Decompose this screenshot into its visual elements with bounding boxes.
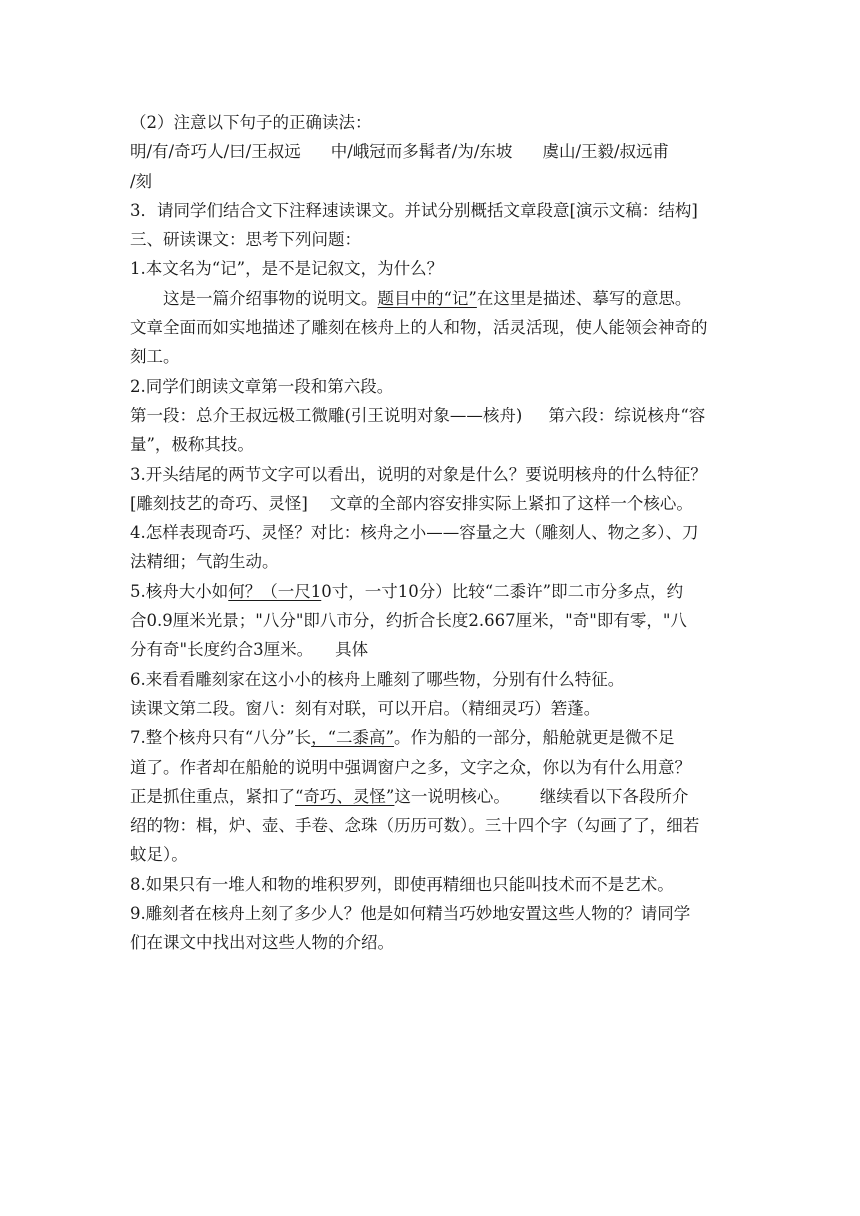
question-5-text-d: 具体	[335, 640, 369, 660]
answer-6: 读课文第二段。窗八：刻有对联，可以开启。（精细灵巧）箬蓬。	[130, 698, 601, 718]
answer-1-line1	[130, 284, 732, 313]
question-7-line2: 道了。作者却在船舱的说明中强调窗户之多，文字之众，你以为有什么用意？	[130, 757, 691, 777]
question-9-line2: 们在课文中找出对这些人物的介绍。	[130, 933, 394, 953]
answer-7-line2: 绍的物：楫，炉、壶、手卷、念珠（历历可数）。三十四个字（勾画了了，细若	[130, 816, 700, 836]
answer-2-line1	[130, 401, 732, 430]
reading-example-1: 明/有/奇巧人/曰/王叔远	[130, 142, 301, 162]
question-5-line2: 合0.9厘米光景；"八分"即八市分，约折合长度2.667厘米，"奇"即有零，"八	[130, 611, 687, 631]
question-5-text-b: 0寸，一寸10分）比较“二黍许”即二市分多点，约	[321, 581, 684, 601]
answer-1-text-b: 在这里是描述、摹写的意思。	[476, 288, 692, 308]
answer-1-line3: 刻工。	[130, 347, 180, 367]
underlined-phrase: ，“二黍高”	[311, 728, 394, 748]
question-4-line1: 4.怎样表现奇巧、灵怪？对比：核舟之小——容量之大（雕刻人、物之多）、刀	[130, 523, 699, 543]
question-6: 6.来看看雕刻家在这小小的核舟上雕刻了哪些物，分别有什么特征。	[130, 669, 625, 689]
question-5-line3	[130, 635, 732, 664]
reading-example-line	[130, 137, 732, 166]
question-2: 2.同学们朗读文章第一段和第六段。	[130, 376, 394, 396]
answer-7-text-b: 这一说明核心。	[394, 786, 510, 806]
question-7-text-b: 。作为船的一部分，船舱就更是微不足	[394, 728, 675, 748]
reading-example-cont: /刻	[130, 171, 153, 191]
question-5-line1	[130, 577, 732, 606]
question-8: 8.如果只有一堆人和物的堆积罗列，即使再精细也只能叫技术而不是艺术。	[130, 874, 674, 894]
answer-2-part-b: 第六段：综说核舟“容	[548, 405, 706, 425]
reading-example-3: 虞山/王毅/叔远甫	[542, 142, 670, 162]
underlined-phrase: 题目中的“记”	[377, 288, 477, 308]
question-7-text-a: 7.整个核舟只有“八分”长	[130, 728, 312, 748]
answer-3	[130, 489, 732, 518]
reading-example-2: 中/峨冠而多髯者/为/东坡	[330, 142, 513, 162]
section-heading: 三、研读课文：思考下列问题：	[130, 230, 361, 250]
answer-1-line2: 文章全面而如实地描述了雕刻在核舟上的人和物，活灵活现，使人能领会神奇的	[130, 318, 708, 338]
underlined-phrase: 何？（一尺1	[228, 581, 322, 601]
question-5-text-a: 5.核舟大小如	[130, 581, 229, 601]
answer-3-part-a: [雕刻技艺的奇巧、灵怪]	[130, 493, 308, 513]
question-3: 3.开头结尾的两节文字可以看出，说明的对象是什么？要说明核舟的什么特征？	[130, 464, 707, 484]
instruction-3: 3．请同学们结合文下注释速读课文。并试分别概括文章段意[演示文稿：结构]	[130, 200, 698, 220]
answer-7-text-c: 继续看以下各段所介	[539, 786, 689, 806]
answer-7-line1	[130, 782, 732, 811]
answer-7-line3: 蚊足）。	[130, 845, 188, 865]
answer-2-line2: 量”，极称其技。	[130, 435, 254, 455]
reading-note-heading: （2）注意以下句子的正确读法：	[130, 113, 372, 132]
document-page	[130, 108, 732, 958]
answer-1-text-a: 这是一篇介绍事物的说明文。	[163, 288, 378, 308]
underlined-phrase: “奇巧、灵怪”	[295, 786, 395, 806]
question-4-line2: 法精细；气韵生动。	[130, 552, 279, 572]
question-5-text-c: 分有奇"长度约合3厘米。	[130, 640, 314, 660]
answer-2-part-a: 第一段：总介王叔远极工微雕(引王说明对象——核舟)	[130, 405, 523, 425]
question-1: 1.本文名为“记”，是不是记叙文，为什么？	[130, 259, 444, 279]
answer-3-part-b: 文章的全部内容安排实际上紧扣了这样一个核心。	[329, 493, 693, 513]
answer-7-text-a: 正是抓住重点，紧扣了	[130, 786, 295, 806]
question-7-line1	[130, 723, 732, 752]
question-9-line1: 9.雕刻者在核舟上刻了多少人？他是如何精当巧妙地安置这些人物的？请同学	[130, 904, 691, 924]
